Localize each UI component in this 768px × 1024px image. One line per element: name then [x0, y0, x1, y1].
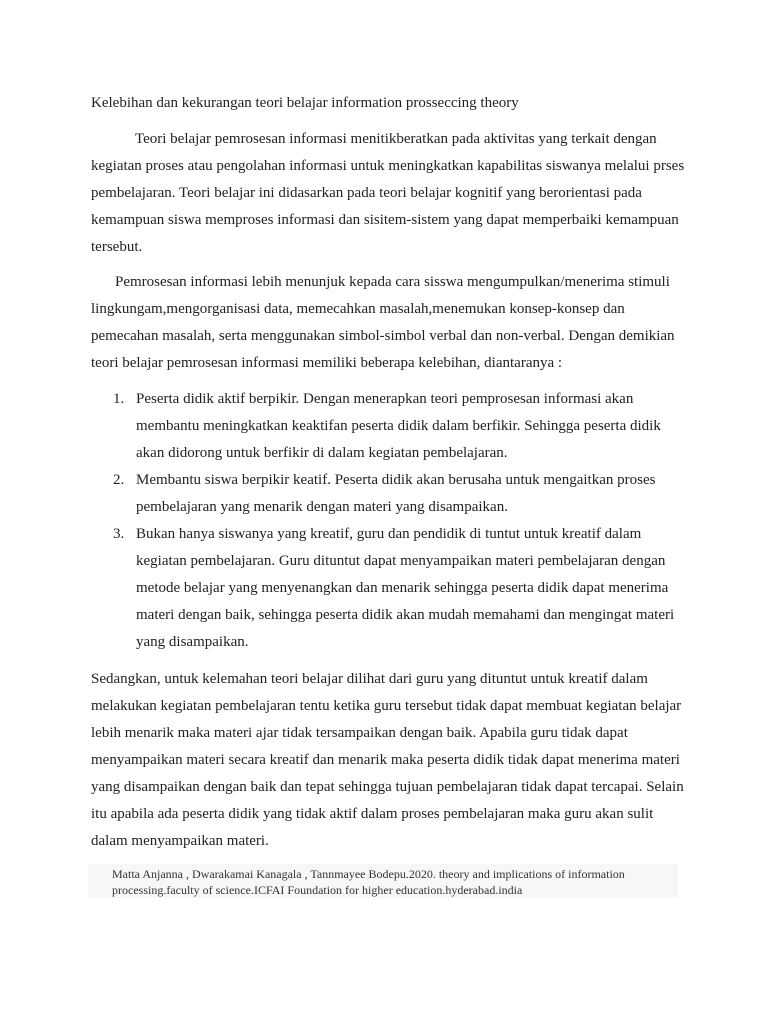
list-item-number: 2.: [113, 472, 125, 488]
list-item-text: Membantu siswa berpikir keatif. Peserta didik akan berusaha untuk mengaitkan proses pembelajaran yang menarik dengan materi yang disampaikan.: [136, 472, 656, 515]
list-item: [91, 386, 691, 467]
paragraph-intro: Teori belajar pemrosesan informasi menitikberatkan pada aktivitas yang terkait dengan kegiatan proses atau pengolahan informasi untuk meningkatkan kapabilitas siswanya melalui prses pembelajaran. Teori belajar ini didasarkan pada teori belajar kognitif yang berorientasi pada kemampuan siswa memproses informasi dan sisitem-sistem yang dapat memperbaiki kemampuan tersebut.: [91, 131, 685, 255]
list-item: [91, 521, 691, 656]
list-item-text: Bukan hanya siswanya yang kreatif, guru dan pendidik di tuntut untuk kreatif dalam kegiatan pembelajaran. Guru dituntut dapat menyampaikan materi pembelajaran dengan metode belajar yang menyenangkan dan menarik sehingga peserta didik dapat menerima materi dengan baik, sehingga peserta didik akan mudah memahami dan mengingat materi yang disampaikan.: [136, 526, 675, 650]
advantages-list: [91, 386, 691, 656]
list-item-text: Peserta didik aktif berpikir. Dengan menerapkan teori pemprosesan informasi akan membantu meningkatkan keaktifan peserta didik dalam berfikir. Sehingga peserta didik akan didorong untuk berfikir di dalam kegiatan pembelajaran.: [136, 391, 661, 461]
list-item-number: 3.: [113, 526, 125, 542]
list-item: [91, 467, 691, 521]
paragraph-information-processing: Pemrosesan informasi lebih menunjuk kepada cara sisswa mengumpulkan/menerima stimuli lingkungam,mengorganisasi data, memecahkan masalah,menemukan konsep-konsep dan pemecahan masalah, serta menggunakan simbol-simbol verbal dan non-verbal. Dengan demikian teori belajar pemrosesan informasi memiliki beberapa kelebihan, diantaranya :: [91, 274, 675, 371]
reference-citation: Matta Anjanna , Dwarakamai Kanagala , Tannmayee Bodepu.2020. theory and implications of information processing.faculty of science.ICFAI Foundation for higher education.hyderabad.india: [88, 864, 678, 898]
list-item-number: 1.: [113, 391, 125, 407]
document-title: Kelebihan dan kekurangan teori belajar information prosseccing theory: [91, 95, 519, 111]
paragraph-weaknesses: Sedangkan, untuk kelemahan teori belajar dilihat dari guru yang dituntut untuk kreatif dalam melakukan kegiatan pembelajaran tentu ketika guru tersebut tidak dapat membuat kegiatan belajar lebih menarik maka materi ajar tidak tersampaikan dengan baik. Apabila guru tidak dapat menyampaikan materi secara kreatif dan menarik maka peserta didik tidak dapat menerima materi yang disampaikan dengan baik dan tepat sehingga tujuan pembelajaran tidak dapat tercapai. Selain itu apabila ada peserta didik yang tidak aktif dalam proses pembelajaran maka guru akan sulit dalam menyampaikan materi.: [91, 671, 684, 849]
